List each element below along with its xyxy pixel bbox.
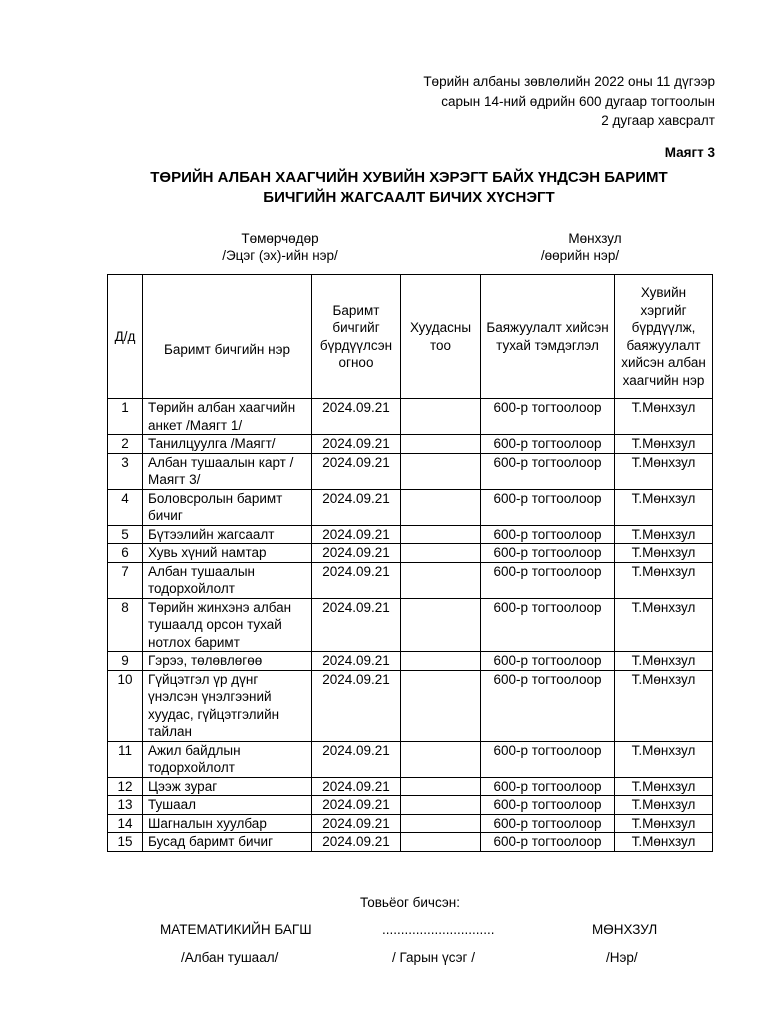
signature-position: МАТЕМАТИКИЙН БАГШ xyxy=(160,922,312,937)
cell-pages xyxy=(401,435,481,454)
cell-officer: Т.Мөнхзул xyxy=(615,833,713,852)
cell-officer: Т.Мөнхзул xyxy=(615,777,713,796)
table-row xyxy=(108,453,713,489)
cell-document-name: Гэрээ, төлөвлөгөө xyxy=(143,652,312,671)
own-name-caption: /өөрийн нэр/ xyxy=(540,248,620,263)
cell-date: 2024.09.21 xyxy=(312,598,401,652)
cell-note: 600-р тогтоолоор xyxy=(481,562,615,598)
cell-note: 600-р тогтоолоор xyxy=(481,652,615,671)
title-line-2: БИЧГИЙН ЖАГСААЛТ БИЧИХ ХҮСНЭГТ xyxy=(263,189,555,206)
cell-note: 600-р тогтоолоор xyxy=(481,525,615,544)
cell-pages xyxy=(401,652,481,671)
cell-date: 2024.09.21 xyxy=(312,796,401,815)
cell-document-name: Албан тушаалын тодорхойлолт xyxy=(143,562,312,598)
cell-document-name: Танилцуулга /Маягт/ xyxy=(143,435,312,454)
cell-pages xyxy=(401,525,481,544)
cell-document-name: Тушаал xyxy=(143,796,312,815)
table-row xyxy=(108,670,713,741)
cell-note: 600-р тогтоолоор xyxy=(481,453,615,489)
own-name: Мөнхзул xyxy=(568,231,622,246)
cell-officer: Т.Мөнхзул xyxy=(615,562,713,598)
cell-document-name: Төрийн албан хаагчийн анкет /Маягт 1/ xyxy=(143,399,312,435)
cell-document-name: Бусад баримт бичиг xyxy=(143,833,312,852)
cell-note: 600-р тогтоолоор xyxy=(481,796,615,815)
cell-officer: Т.Мөнхзул xyxy=(615,525,713,544)
table-body xyxy=(108,399,713,852)
cell-officer: Т.Мөнхзул xyxy=(615,741,713,777)
cell-no: 9 xyxy=(108,652,143,671)
cell-document-name: Гүйцэтгэл үр дүнг үнэлсэн үнэлгээний хуудас, гүйцэтгэлийн тайлан xyxy=(143,670,312,741)
cell-pages xyxy=(401,670,481,741)
cell-officer: Т.Мөнхзул xyxy=(615,796,713,815)
cell-pages xyxy=(401,598,481,652)
cell-document-name: Төрийн жинхэнэ албан тушаалд орсон тухай нотлох баримт xyxy=(143,598,312,652)
cell-date: 2024.09.21 xyxy=(312,833,401,852)
cell-pages xyxy=(401,544,481,563)
table-row xyxy=(108,544,713,563)
cell-officer: Т.Мөнхзул xyxy=(615,670,713,741)
cell-note: 600-р тогтоолоор xyxy=(481,833,615,852)
cell-officer: Т.Мөнхзул xyxy=(615,814,713,833)
cell-document-name: Ажил байдлын тодорхойлолт xyxy=(143,741,312,777)
cell-officer: Т.Мөнхзул xyxy=(615,399,713,435)
form-label: Маягт 3 xyxy=(664,145,715,160)
name-caption: /Нэр/ xyxy=(606,950,638,965)
cell-no: 15 xyxy=(108,833,143,852)
annex-line-1: Төрийн албаны зөвлөлийн 2022 оны 11 дүгээр xyxy=(423,74,715,89)
cell-date: 2024.09.21 xyxy=(312,544,401,563)
cell-note: 600-р тогтоолоор xyxy=(481,598,615,652)
cell-date: 2024.09.21 xyxy=(312,435,401,454)
cell-note: 600-р тогтоолоор xyxy=(481,814,615,833)
cell-no: 11 xyxy=(108,741,143,777)
cell-no: 6 xyxy=(108,544,143,563)
cell-pages xyxy=(401,796,481,815)
cell-document-name: Цээж зураг xyxy=(143,777,312,796)
header-no: Д/д xyxy=(108,275,143,399)
cell-note: 600-р тогтоолоор xyxy=(481,670,615,741)
cell-pages xyxy=(401,489,481,525)
cell-no: 14 xyxy=(108,814,143,833)
header-date: Баримт бичгийг бүрдүүлсэн огноо xyxy=(312,275,401,399)
cell-document-name: Бүтээлийн жагсаалт xyxy=(143,525,312,544)
cell-pages xyxy=(401,399,481,435)
table-header-row xyxy=(108,275,713,399)
cell-no: 13 xyxy=(108,796,143,815)
cell-date: 2024.09.21 xyxy=(312,670,401,741)
cell-note: 600-р тогтоолоор xyxy=(481,777,615,796)
cell-document-name: Албан тушаалын карт /Маягт 3/ xyxy=(143,453,312,489)
cell-no: 4 xyxy=(108,489,143,525)
cell-note: 600-р тогтоолоор xyxy=(481,489,615,525)
table-row xyxy=(108,399,713,435)
cell-no: 8 xyxy=(108,598,143,652)
cell-date: 2024.09.21 xyxy=(312,777,401,796)
father-name: Төмөрчөдөр xyxy=(241,231,319,246)
cell-officer: Т.Мөнхзул xyxy=(615,453,713,489)
table-row xyxy=(108,652,713,671)
cell-no: 3 xyxy=(108,453,143,489)
signature-line: .............................. xyxy=(382,922,495,937)
cell-officer: Т.Мөнхзул xyxy=(615,598,713,652)
header-note: Баяжуулалт хийсэн тухай тэмдэглэл xyxy=(481,275,615,399)
table-row xyxy=(108,525,713,544)
table-row xyxy=(108,489,713,525)
signature-name: МӨНХЗУЛ xyxy=(592,922,658,937)
cell-no: 1 xyxy=(108,399,143,435)
cell-document-name: Шагналын хуулбар xyxy=(143,814,312,833)
cell-note: 600-р тогтоолоор xyxy=(481,544,615,563)
cell-document-name: Боловсролын баримт бичиг xyxy=(143,489,312,525)
table-row xyxy=(108,435,713,454)
cell-no: 12 xyxy=(108,777,143,796)
table-row xyxy=(108,777,713,796)
cell-officer: Т.Мөнхзул xyxy=(615,435,713,454)
cell-note: 600-р тогтоолоор xyxy=(481,435,615,454)
cell-pages xyxy=(401,833,481,852)
cell-date: 2024.09.21 xyxy=(312,525,401,544)
cell-note: 600-р тогтоолоор xyxy=(481,399,615,435)
annex-line-2: сарын 14-ний өдрийн 600 дугаар тогтоолын xyxy=(441,93,715,109)
cell-pages xyxy=(401,814,481,833)
cell-date: 2024.09.21 xyxy=(312,399,401,435)
cell-pages xyxy=(401,741,481,777)
cell-no: 7 xyxy=(108,562,143,598)
cell-note: 600-р тогтоолоор xyxy=(481,741,615,777)
table-row xyxy=(108,796,713,815)
table-row xyxy=(108,741,713,777)
father-name-block xyxy=(200,230,360,264)
document-title xyxy=(107,168,711,208)
position-caption: /Албан тушаал/ xyxy=(181,950,279,965)
cell-pages xyxy=(401,777,481,796)
header-document-name: Баримт бичгийн нэр xyxy=(143,275,312,399)
cell-officer: Т.Мөнхзул xyxy=(615,544,713,563)
cell-date: 2024.09.21 xyxy=(312,562,401,598)
father-name-caption: /Эцэг (эх)-ийн нэр/ xyxy=(222,248,338,263)
signature-caption: / Гарын үсэг / xyxy=(392,950,475,965)
table-row xyxy=(108,598,713,652)
cell-pages xyxy=(401,562,481,598)
cell-date: 2024.09.21 xyxy=(312,814,401,833)
table-row xyxy=(108,814,713,833)
cell-officer: Т.Мөнхзул xyxy=(615,652,713,671)
annex-note xyxy=(385,72,715,131)
signature-title: Товьёог бичсэн: xyxy=(360,895,460,910)
cell-no: 2 xyxy=(108,435,143,454)
cell-date: 2024.09.21 xyxy=(312,453,401,489)
table-row xyxy=(108,562,713,598)
cell-date: 2024.09.21 xyxy=(312,489,401,525)
header-pages: Хуудасны тоо xyxy=(401,275,481,399)
annex-line-3: 2 дугаар хавсралт xyxy=(601,113,715,128)
document-list-table xyxy=(107,274,713,852)
cell-document-name: Хувь хүний намтар xyxy=(143,544,312,563)
table-row xyxy=(108,833,713,852)
cell-officer: Т.Мөнхзул xyxy=(615,489,713,525)
cell-no: 5 xyxy=(108,525,143,544)
cell-no: 10 xyxy=(108,670,143,741)
cell-date: 2024.09.21 xyxy=(312,741,401,777)
header-officer: Хувийн хэргийг бүрдүүлж, баяжуулалт хийсэн албан хаагчийн нэр xyxy=(615,275,713,399)
cell-date: 2024.09.21 xyxy=(312,652,401,671)
own-name-block xyxy=(500,230,660,264)
title-line-1: ТӨРИЙН АЛБАН ХААГЧИЙН ХУВИЙН ХЭРЭГТ БАЙХ ҮНДСЭН БАРИМТ xyxy=(150,169,668,186)
cell-pages xyxy=(401,453,481,489)
